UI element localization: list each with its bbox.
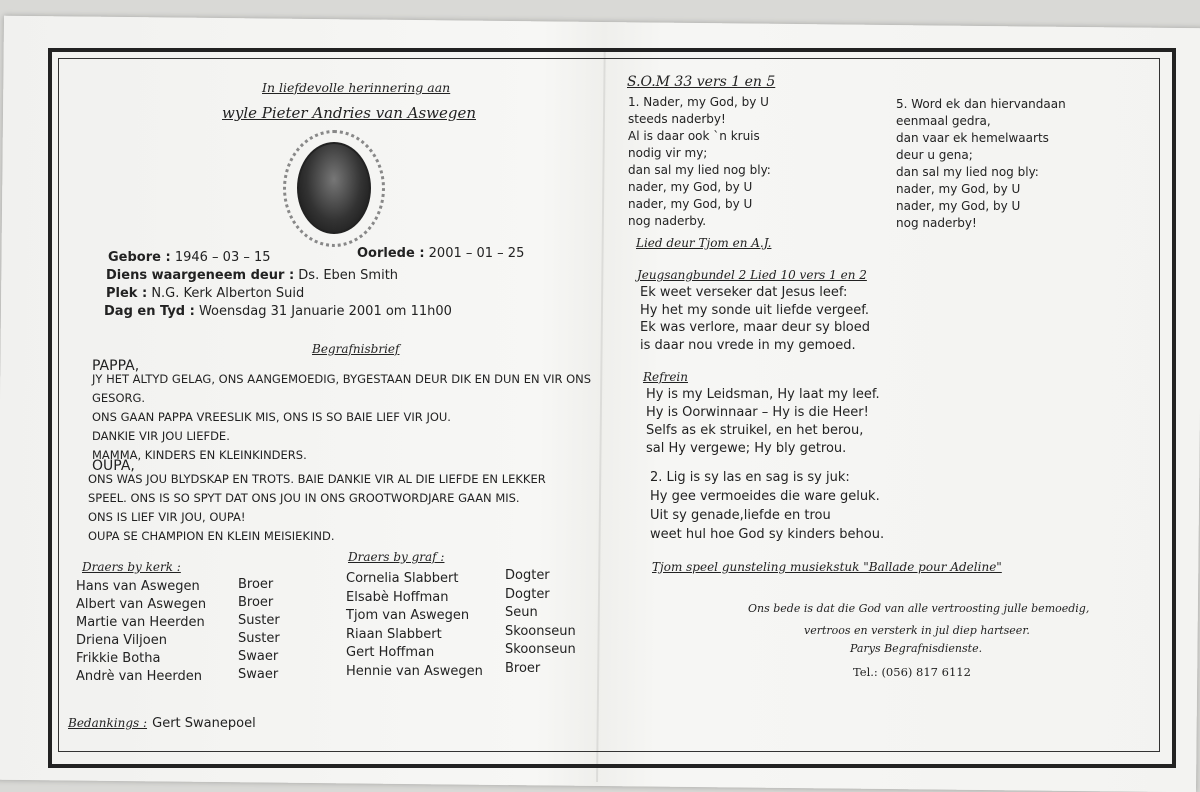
song-line: Hy is my Leidsman, Hy laat my leef. bbox=[646, 387, 880, 402]
bearer-name: Cornelia Slabbert bbox=[346, 571, 459, 586]
psalm-verse-1 bbox=[628, 94, 771, 230]
bearer-name: Gert Hoffman bbox=[346, 645, 435, 660]
pappa-line: ONS GAAN PAPPA VREESLIK MIS, ONS IS SO BAIE LIEF VIR JOU. bbox=[92, 410, 451, 424]
died-label: Oorlede : bbox=[357, 246, 425, 261]
undertaker-phone: Tel.: (056) 817 6112 bbox=[853, 665, 971, 679]
song-verse-2 bbox=[650, 468, 884, 544]
bearer-relation: Skoonseun bbox=[505, 642, 576, 657]
bearer-relation: Dogter bbox=[505, 586, 550, 602]
place-row bbox=[106, 286, 304, 301]
portrait-oval bbox=[297, 142, 371, 234]
song-line: weet hul hoe God sy kinders behou. bbox=[650, 527, 885, 542]
refrain-text bbox=[646, 386, 880, 458]
born-date: 1946 – 03 – 15 bbox=[174, 250, 271, 265]
song-line: is daar nou vrede in my gemoed. bbox=[640, 337, 856, 353]
refrain-heading: Refrein bbox=[643, 370, 688, 384]
church-bearers-heading: Draers by kerk : bbox=[82, 560, 181, 574]
song-line: Hy is Oorwinnaar – Hy is die Heer! bbox=[646, 405, 869, 420]
closing-line: vertroos en versterk in jul diep hartseer. bbox=[804, 624, 1030, 637]
verse-line: nog naderby! bbox=[896, 216, 977, 230]
song-line: Hy het my sonde uit liefde vergeef. bbox=[640, 302, 869, 318]
place-label: Plek : bbox=[106, 286, 148, 301]
oupa-heading: OUPA, bbox=[92, 458, 135, 474]
verse-line: nader, my God, by U bbox=[896, 199, 1021, 213]
died-date: 2001 – 01 – 25 bbox=[428, 246, 525, 261]
closing-blessing bbox=[748, 598, 1089, 642]
songbook-heading: Jeugsangbundel 2 Lied 10 vers 1 en 2 bbox=[637, 268, 867, 282]
pappa-line: MAMMA, KINDERS EN KLEINKINDERS. bbox=[92, 448, 307, 462]
thanks-label: Bedankings : bbox=[68, 716, 148, 730]
song-line: Uit sy genade,liefde en trou bbox=[650, 508, 831, 523]
verse-line: 5. Word ek dan hiervandaan bbox=[896, 97, 1066, 111]
bearer-relation: Suster bbox=[238, 613, 280, 628]
song-verse-1 bbox=[640, 284, 870, 354]
verse-line: dan sal my lied nog bly: bbox=[896, 165, 1039, 179]
song-line: sal Hy vergewe; Hy bly getrou. bbox=[646, 441, 847, 456]
psalm-heading: S.O.M 33 vers 1 en 5 bbox=[627, 74, 776, 90]
thanks-row bbox=[68, 712, 256, 731]
bearer-relation: Broer bbox=[505, 660, 541, 676]
portrait-photo bbox=[283, 130, 383, 245]
closing-line: Ons bede is dat die God van alle vertroosting julle bemoedig, bbox=[748, 602, 1090, 615]
verse-line: eenmaal gedra, bbox=[896, 114, 991, 128]
oupa-line: OUPA SE CHAMPION EN KLEIN MEISIEKIND. bbox=[88, 529, 335, 543]
song-line: Hy gee vermoeides die ware geluk. bbox=[650, 489, 880, 504]
grave-bearers-names bbox=[346, 570, 483, 681]
verse-line: nodig vir my; bbox=[628, 146, 708, 160]
verse-line: 1. Nader, my God, by U bbox=[628, 95, 769, 109]
place-value: N.G. Kerk Alberton Suid bbox=[151, 286, 305, 301]
bearer-name: Albert van Aswegen bbox=[76, 597, 207, 612]
bearer-name: Hennie van Aswegen bbox=[346, 663, 483, 679]
deceased-name: wyle Pieter Andries van Aswegen bbox=[222, 104, 477, 122]
grave-bearers-heading: Draers by graf : bbox=[348, 550, 445, 564]
verse-line: steeds naderby! bbox=[628, 112, 726, 126]
song-heading: Lied deur Tjom en A.J. bbox=[636, 236, 772, 250]
bearer-relation: Swaer bbox=[238, 649, 279, 664]
verse-line: nog naderby. bbox=[628, 214, 707, 228]
oupa-letter bbox=[88, 470, 546, 546]
grave-bearers-relations bbox=[505, 567, 576, 678]
bearer-name: Tjom van Aswegen bbox=[346, 608, 470, 623]
bearer-name: Driena Viljoen bbox=[76, 633, 167, 648]
bearer-name: Martie van Heerden bbox=[76, 615, 205, 630]
undertaker-name: Parys Begrafnisdienste. bbox=[850, 642, 983, 655]
bearer-relation: Dogter bbox=[505, 568, 550, 583]
pappa-letter bbox=[92, 370, 591, 465]
pappa-line: DANKIE VIR JOU LIEFDE. bbox=[92, 429, 230, 443]
bearer-relation: Suster bbox=[238, 631, 280, 646]
service-minister: Ds. Eben Smith bbox=[298, 268, 399, 283]
verse-line: dan vaar ek hemelwaarts bbox=[896, 131, 1049, 145]
bearer-relation: Skoonseun bbox=[505, 623, 576, 639]
letter-heading: Begrafnisbrief bbox=[312, 342, 400, 356]
music-line: Tjom speel gunsteling musiekstuk "Ballade pour Adeline" bbox=[652, 560, 1002, 574]
day-row bbox=[104, 304, 452, 319]
pappa-line: JY HET ALTYD GELAG, ONS AANGEMOEDIG, BYGESTAAN DEUR DIK EN DUN EN VIR ONS bbox=[92, 372, 592, 386]
bearer-relation: Seun bbox=[505, 605, 538, 620]
bearer-name: Hans van Aswegen bbox=[76, 579, 200, 594]
bearer-name: Frikkie Botha bbox=[76, 651, 161, 666]
day-label: Dag en Tyd : bbox=[104, 304, 195, 319]
service-row bbox=[106, 268, 398, 283]
verse-line: nader, my God, by U bbox=[628, 180, 753, 194]
pappa-heading: PAPPA, bbox=[92, 358, 140, 374]
song-line: Ek was verlore, maar deur sy bloed bbox=[640, 320, 871, 335]
day-value: Woensdag 31 Januarie 2001 om 11h00 bbox=[198, 304, 452, 319]
bearer-name: Andrè van Heerden bbox=[76, 669, 202, 684]
oupa-line: SPEEL. ONS IS SO SPYT DAT ONS JOU IN ONS GROOTWORDJARE GAAN MIS. bbox=[88, 491, 520, 505]
memorial-heading: In liefdevolle herinnering aan bbox=[262, 80, 451, 95]
song-line: Selfs as ek struikel, en het berou, bbox=[646, 423, 864, 438]
verse-line: nader, my God, by U bbox=[628, 197, 753, 211]
bearer-relation: Broer bbox=[238, 577, 274, 592]
bearer-relation: Swaer bbox=[238, 667, 279, 682]
thanks-name: Gert Swanepoel bbox=[152, 716, 256, 731]
song-line: 2. Lig is sy las en sag is sy juk: bbox=[650, 470, 850, 485]
church-bearers-relations bbox=[238, 576, 280, 684]
song-line: Ek weet verseker dat Jesus leef: bbox=[640, 285, 848, 300]
oupa-line: ONS WAS JOU BLYDSKAP EN TROTS. BAIE DANKIE VIR AL DIE LIEFDE EN LEKKER bbox=[88, 472, 546, 486]
bearer-relation: Broer bbox=[238, 595, 274, 610]
pappa-line: GESORG. bbox=[92, 391, 146, 405]
verse-line: dan sal my lied nog bly: bbox=[628, 163, 771, 177]
psalm-verse-5 bbox=[896, 96, 1066, 232]
verse-line: nader, my God, by U bbox=[896, 182, 1021, 196]
born-label: Gebore : bbox=[108, 250, 171, 265]
bearer-name: Riaan Slabbert bbox=[346, 626, 442, 642]
verse-line: deur u gena; bbox=[896, 148, 973, 162]
born-row bbox=[108, 250, 271, 265]
oupa-line: ONS IS LIEF VIR JOU, OUPA! bbox=[88, 510, 246, 524]
verse-line: Al is daar ook `n kruis bbox=[628, 129, 760, 143]
service-label: Diens waargeneem deur : bbox=[106, 268, 295, 283]
church-bearers-names bbox=[76, 578, 206, 686]
died-row bbox=[357, 246, 524, 261]
bearer-name: Elsabè Hoffman bbox=[346, 589, 449, 605]
